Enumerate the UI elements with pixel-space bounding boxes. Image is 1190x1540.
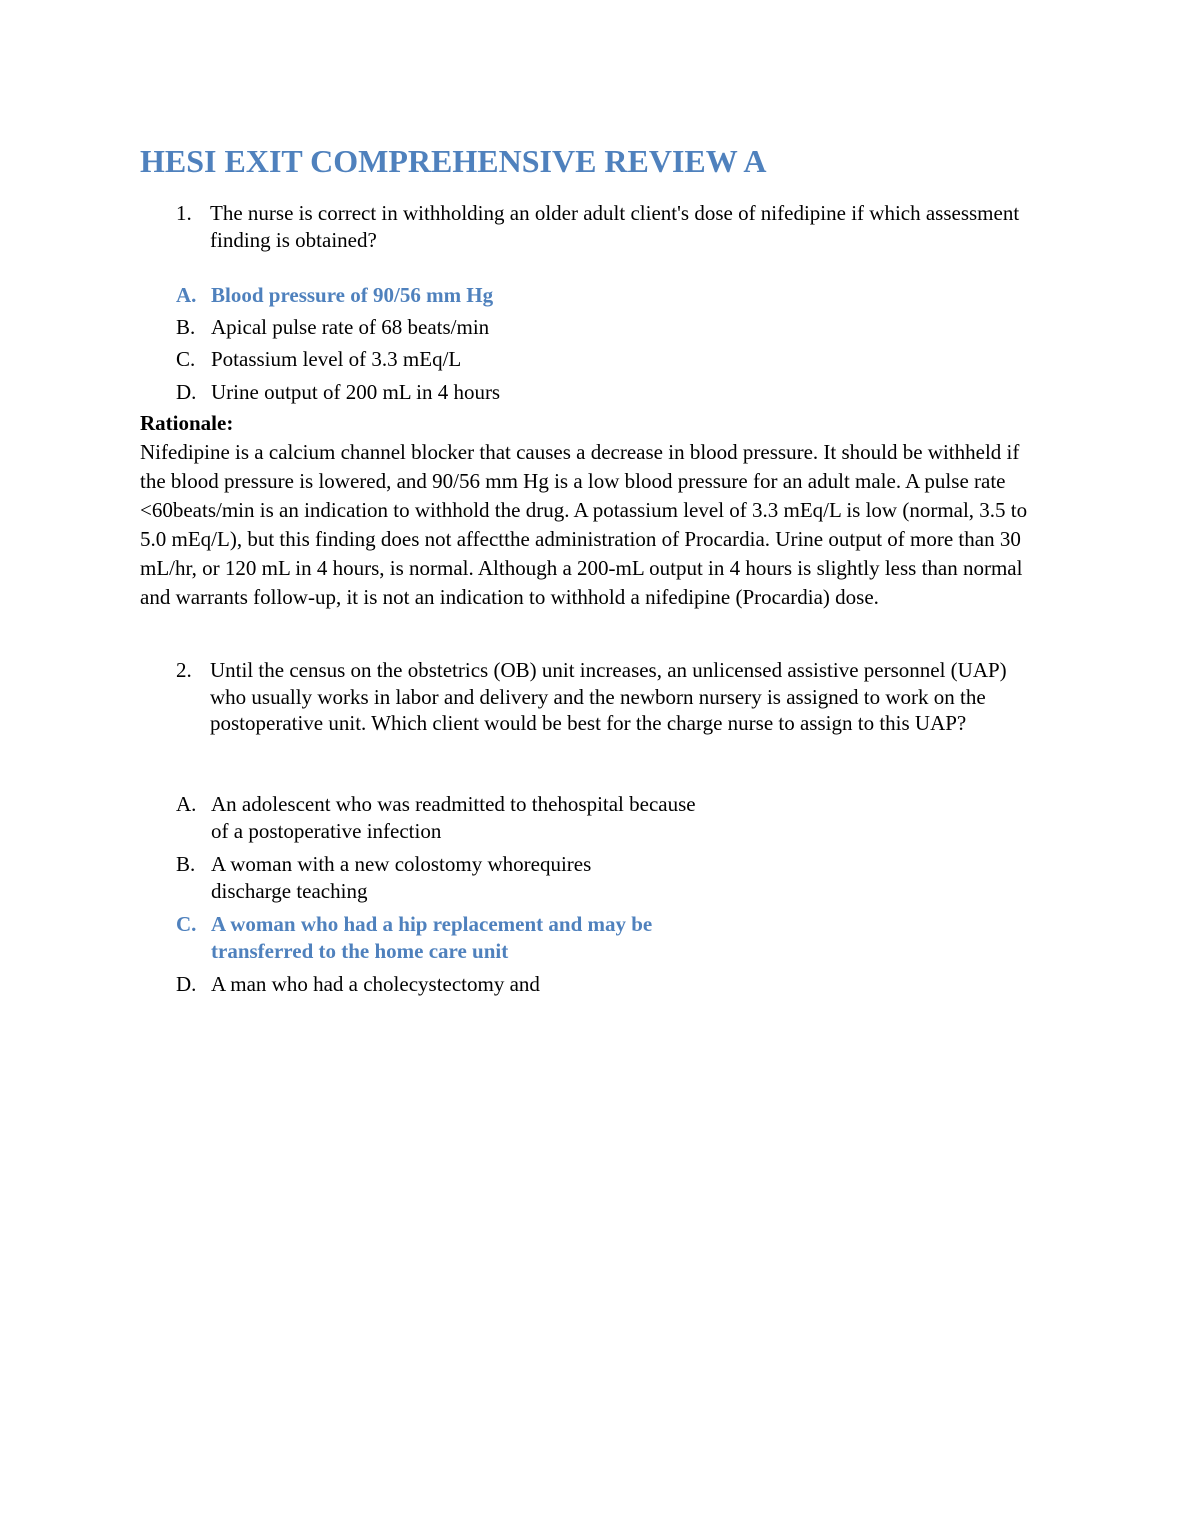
option-letter: C.	[176, 912, 197, 936]
q1-option-c	[176, 346, 736, 373]
q1-option-b	[176, 314, 736, 341]
question-number: 1.	[176, 201, 192, 225]
option-letter: B.	[176, 315, 196, 339]
q2-option-b	[176, 851, 676, 904]
document-title: HESI EXIT COMPREHENSIVE REVIEW A	[140, 143, 767, 179]
q1-option-d	[176, 379, 736, 406]
rationale-heading: Rationale:	[140, 411, 234, 435]
option-letter: A.	[176, 283, 197, 307]
q1-option-a	[176, 282, 736, 309]
option-text: Blood pressure of 90/56 mm Hg	[211, 283, 494, 307]
question-text: Until the census on the obstetrics (OB) unit increases, an unlicensed assistive personnel (UAP) who usually works in labor and delivery and the newborn nursery is assigned to work on the postoperative unit. Which client would be best for the charge nurse to assign to this UAP?	[210, 658, 1007, 735]
option-letter: C.	[176, 347, 196, 371]
option-text: Urine output of 200 mL in 4 hours	[211, 380, 501, 404]
option-text: Potassium level of 3.3 mEq/L	[211, 347, 462, 371]
option-text: Apical pulse rate of 68 beats/min	[211, 315, 490, 339]
option-letter: D.	[176, 972, 197, 996]
question-2	[176, 657, 1046, 737]
option-letter: D.	[176, 380, 197, 404]
question-number: 2.	[176, 658, 192, 682]
question-1	[176, 200, 1056, 253]
q2-option-d	[176, 971, 696, 998]
option-text: A woman with a new colostomy whorequires discharge teaching	[211, 852, 592, 903]
option-text: A woman who had a hip replacement and may be transferred to the home care unit	[211, 912, 653, 963]
option-letter: A.	[176, 792, 197, 816]
option-text: An adolescent who was readmitted to thehospital because of a postoperative infection	[211, 792, 696, 843]
q2-option-a	[176, 791, 696, 844]
q2-option-c	[176, 911, 736, 964]
option-text: A man who had a cholecystectomy and	[211, 972, 540, 996]
option-letter: B.	[176, 852, 196, 876]
rationale-text: Nifedipine is a calcium channel blocker that causes a decrease in blood pressure. It should be withheld if the blood pressure is lowered, and 90/56 mm Hg is a low blood pressure for an adult male. A pulse rate <60beats/min is an indication to withhold the drug. A potassium level of 3.3 mEq/L is low (normal, 3.5 to 5.0 mEq/L), but this finding does not affectthe administration of Procardia. Urine output of more than 30 mL/hr, or 120 mL in 4 hours, is normal. Although a 200-mL output in 4 hours is slightly less than normal and warrants follow-up, it is not an indication to withhold a nifedipine (Procardia) dose.	[140, 440, 1028, 609]
question-text: The nurse is correct in withholding an older adult client's dose of nifedipine if which assessment finding is obtained?	[210, 201, 1020, 252]
